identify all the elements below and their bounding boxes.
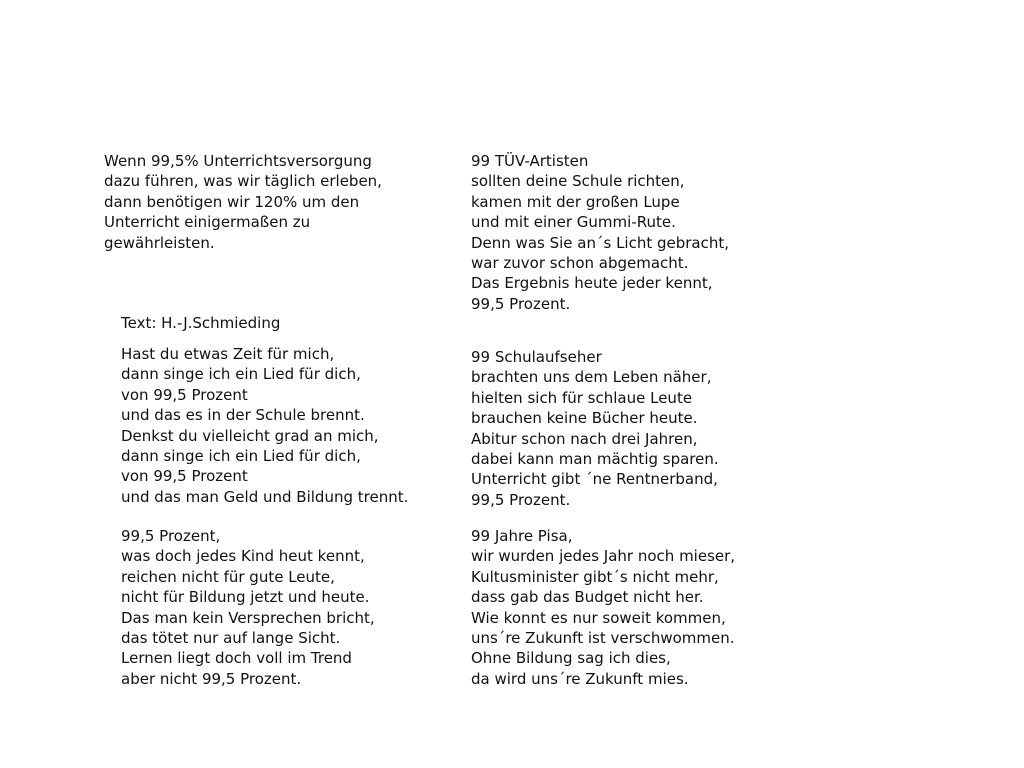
verse-line: aber nicht 99,5 Prozent. [121, 669, 302, 688]
verse-line: 99 Jahre Pisa, [471, 527, 573, 545]
intro-line: gewährleisten. [104, 233, 215, 252]
verse-line: da wird uns´re Zukunft mies. [471, 669, 689, 688]
verse-line: Das man kein Versprechen bricht, [121, 608, 375, 627]
verse-line: von 99,5 Prozent [121, 385, 248, 404]
verse-line: brauchen keine Bücher heute. [471, 409, 698, 428]
verse-line: dass gab das Budget nicht her. [471, 588, 704, 607]
verse-line: das tötet nur auf lange Sicht. [121, 629, 341, 648]
verse-line: nicht für Bildung jetzt und heute. [121, 588, 370, 607]
verse-line: dabei kann man mächtig sparen. [471, 450, 719, 469]
verse-line: wir wurden jedes Jahr noch mieser, [471, 547, 736, 566]
verse-line: 99 TÜV-Artisten [471, 152, 589, 170]
verse-line: und mit einer Gummi-Rute. [471, 213, 676, 232]
verse-line: Wie konnt es nur soweit kommen, [471, 608, 726, 627]
verse-line: 99,5 Prozent. [471, 490, 571, 509]
verse-line: 99,5 Prozent. [471, 294, 571, 313]
verse-line: Denn was Sie an´s Licht gebracht, [471, 233, 730, 252]
intro-paragraph [104, 151, 382, 253]
verse-right-3 [471, 526, 735, 689]
verse-line: Hast du etwas Zeit für mich, [121, 345, 335, 363]
verse-line: Unterricht gibt ´ne Rentnerband, [471, 470, 718, 489]
verse-line: Das Ergebnis heute jeder kennt, [471, 274, 713, 293]
verse-line: dann singe ich ein Lied für dich, [121, 447, 361, 466]
verse-right-2 [471, 347, 719, 510]
verse-line: und das man Geld und Bildung trennt. [121, 487, 409, 506]
verse-left-1 [121, 344, 408, 507]
verse-line: brachten uns dem Leben näher, [471, 368, 712, 387]
intro-line: dazu führen, was wir täglich erleben, [104, 172, 382, 191]
verse-line: Denkst du vielleicht grad an mich, [121, 426, 379, 445]
verse-line: von 99,5 Prozent [121, 467, 248, 486]
intro-line: Unterricht einigermaßen zu [104, 213, 311, 232]
author-credit: Text: H.-J.Schmieding [121, 314, 281, 332]
verse-line: und das es in der Schule brennt. [121, 406, 365, 425]
verse-line: 99 Schulaufseher [471, 348, 602, 366]
verse-line: dann singe ich ein Lied für dich, [121, 365, 361, 384]
verse-line: Kultusminister gibt´s nicht mehr, [471, 567, 719, 586]
verse-line: Lernen liegt doch voll im Trend [121, 649, 352, 668]
verse-line: uns´re Zukunft ist verschwommen. [471, 629, 735, 648]
intro-line: dann benötigen wir 120% um den [104, 192, 360, 211]
verse-left-2 [121, 526, 375, 689]
verse-line: kamen mit der großen Lupe [471, 192, 680, 211]
intro-line: Wenn 99,5% Unterrichtsversorgung [104, 152, 372, 170]
verse-line: Abitur schon nach drei Jahren, [471, 429, 698, 448]
verse-line: hielten sich für schlaue Leute [471, 388, 693, 407]
verse-line: 99,5 Prozent, [121, 527, 221, 545]
verse-line: was doch jedes Kind heut kennt, [121, 547, 365, 566]
verse-line: sollten deine Schule richten, [471, 172, 685, 191]
verse-line: reichen nicht für gute Leute, [121, 567, 335, 586]
verse-line: Ohne Bildung sag ich dies, [471, 649, 671, 668]
verse-line: war zuvor schon abgemacht. [471, 254, 689, 273]
verse-right-1 [471, 151, 729, 314]
